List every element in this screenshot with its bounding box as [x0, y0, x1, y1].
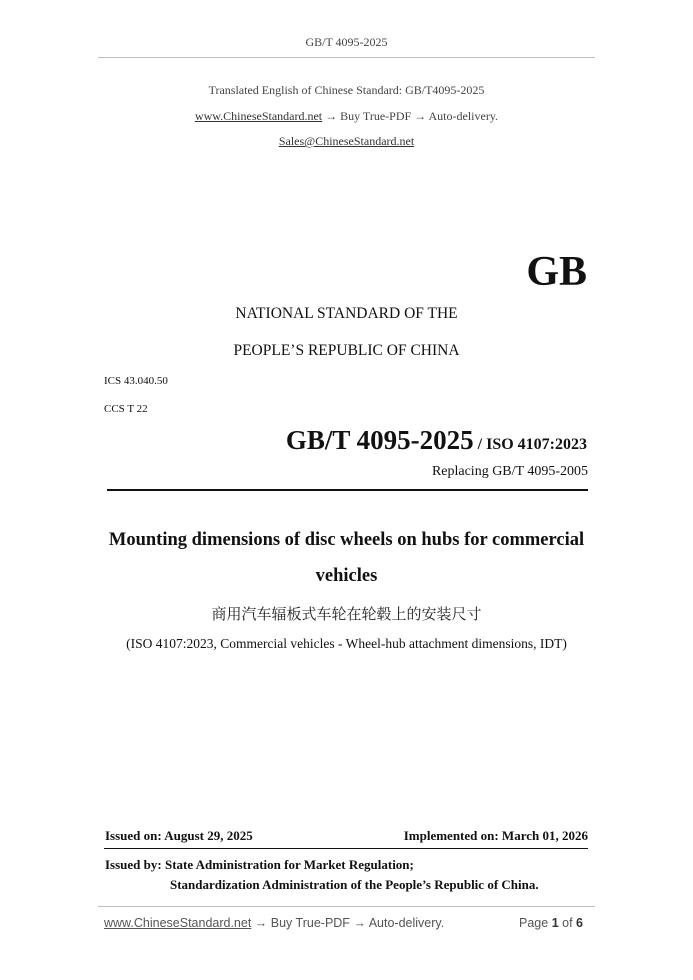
promo-line-2	[0, 109, 693, 124]
issued-by-line-1: Issued by: State Administration for Market Regulation;	[105, 857, 414, 872]
header-divider	[98, 57, 595, 58]
issued-by-line-2: Standardization Administration of the People’s Republic of China.	[170, 877, 539, 892]
of-label: of	[562, 916, 573, 930]
footer-promo	[104, 916, 444, 930]
issued-on: Issued on: August 29, 2025	[105, 828, 253, 843]
gbt-number: GB/T 4095-2025	[285, 425, 474, 455]
issued-by	[105, 855, 539, 895]
national-standard-line-2: PEOPLE’S REPUBLIC OF CHINA	[233, 342, 460, 359]
title-line-1: Mounting dimensions of disc wheels on hubs for commercial	[108, 530, 585, 550]
standard-number	[286, 425, 587, 456]
implemented-on: Implemented on: March 01, 2026	[403, 828, 588, 843]
title-divider	[107, 489, 588, 491]
sales-email-link[interactable]: Sales@ChineseStandard.net	[278, 134, 415, 148]
footer-buy-text: → Buy True-PDF → Auto-delivery.	[251, 916, 445, 930]
promo-buy-text: → Buy True-PDF → Auto-delivery.	[322, 109, 499, 123]
page-label: Page	[519, 916, 549, 930]
gb-mark: GB	[526, 249, 587, 295]
site-link[interactable]: www.ChineseStandard.net	[194, 109, 323, 123]
chinese-title: 商用汽车辐板式车轮在轮毂上的安装尺寸	[211, 605, 482, 623]
promo-line-3	[0, 134, 693, 149]
title-line-2: vehicles	[315, 566, 378, 586]
replacing-note: Replacing GB/T 4095-2005	[431, 464, 588, 479]
footer-divider	[98, 906, 595, 907]
running-header: GB/T 4095-2025	[305, 35, 388, 49]
page-number: 1	[551, 916, 559, 930]
ics-code: ICS 43.040.50	[104, 375, 168, 387]
iso-reference: / ISO 4107:2023	[477, 436, 587, 453]
national-standard-line-1: NATIONAL STANDARD OF THE	[235, 305, 458, 322]
issue-divider	[104, 848, 588, 849]
ccs-code: CCS T 22	[104, 403, 148, 415]
iso-subtitle: (ISO 4107:2023, Commercial vehicles - Wheel-hub attachment dimensions, IDT)	[126, 636, 567, 651]
page-total: 6	[576, 916, 583, 930]
page-indicator	[519, 916, 583, 930]
promo-line-1: Translated English of Chinese Standard: GB/T4095-2025	[208, 83, 485, 97]
footer-site-link[interactable]: www.ChineseStandard.net	[104, 916, 252, 930]
